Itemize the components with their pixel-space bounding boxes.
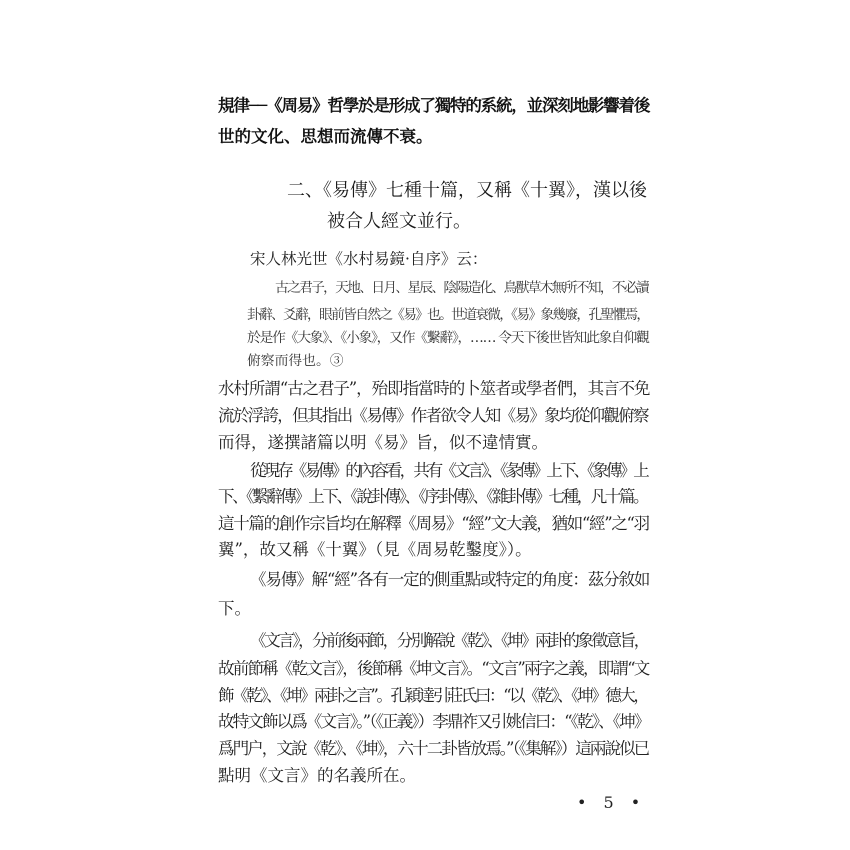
text-line: 而得，遂撰諸篇以明《易》旨，似不違情實。 — [218, 433, 548, 452]
heading-line: 被合人經文並行。 — [327, 211, 471, 232]
text-line: 故前節稱《乾文言》，後節稱《坤文言》。“文言”兩字之義，即謂“文 — [218, 659, 649, 678]
text-line: 水村所謂“古之君子”，殆即指當時的卜筮者或學者們，其言不免 — [218, 379, 650, 398]
page-number: • 5 • — [577, 793, 647, 812]
quote-line: 於是作《大象》、《小象》，又作《繫辭》，…… 令天下後世皆知此象自仰觀 — [247, 330, 649, 346]
quote-line: 俯察而得也。③ — [247, 353, 344, 369]
quote-line: 卦辭、爻辭，眼前皆自然之《易》也。世道衰微，《易》象幾廢，孔聖懼焉， — [247, 307, 649, 323]
text-line: 爲門户，文說《乾》、《坤》，六十二卦皆放焉。”（《集解》）這兩說似已 — [218, 739, 649, 758]
text-line: 下、《繫辭傳》上下、《說卦傳》、《序卦傳》、《雜卦傳》七種，凡十篇。 — [218, 487, 648, 506]
text-line: 故特文飾以爲《文言》。”（《正義》）李鼎祚又引姚信曰：“《乾》、《坤》 — [218, 712, 649, 731]
text-line: 點明《文言》的名義所在。 — [218, 766, 416, 785]
text-line: 從現存《易傳》的內容看，共有《文言》、《彖傳》上下、《象傳》上 — [250, 461, 647, 480]
text-line: 翼”，故又稱《十翼》（見《周易乾鑿度》）。 — [218, 540, 532, 559]
text-line: 《易傳》解“經”各有一定的側重點或特定的角度：茲分敘如 — [250, 570, 650, 589]
text-line: 世的文化、思想而流傳不衰。 — [218, 127, 433, 146]
text-line: 飾《乾》、《坤》兩卦之言”。孔穎達引莊氏曰：“以《乾》、《坤》德大， — [218, 686, 648, 705]
text-line: 這十篇的創作宗旨均在解釋《周易》“經”文大義，猶如“經”之“羽 — [218, 514, 649, 533]
quote-intro: 宋人林光世《水村易鏡·自序》云： — [250, 250, 488, 268]
heading-line: 二、《易傳》七種十篇，又稱《十翼》，漢以後 — [287, 180, 647, 201]
text-line: 下。 — [218, 599, 251, 618]
text-line: 《文言》，分前後兩節，分別解說《乾》、《坤》兩卦的象徵意旨， — [250, 631, 648, 650]
text-line: 流於浮誇，但其指出《易傳》作者欲令人知《易》象均從仰觀俯察 — [218, 406, 648, 425]
text-line: 規律──《周易》哲學於是形成了獨特的系統，並深刻地影響着後 — [218, 96, 650, 115]
quote-line: 古之君子，天地、日月、星辰、陰陽造化、鳥獸草木無所不知，不必讀 — [275, 280, 648, 296]
